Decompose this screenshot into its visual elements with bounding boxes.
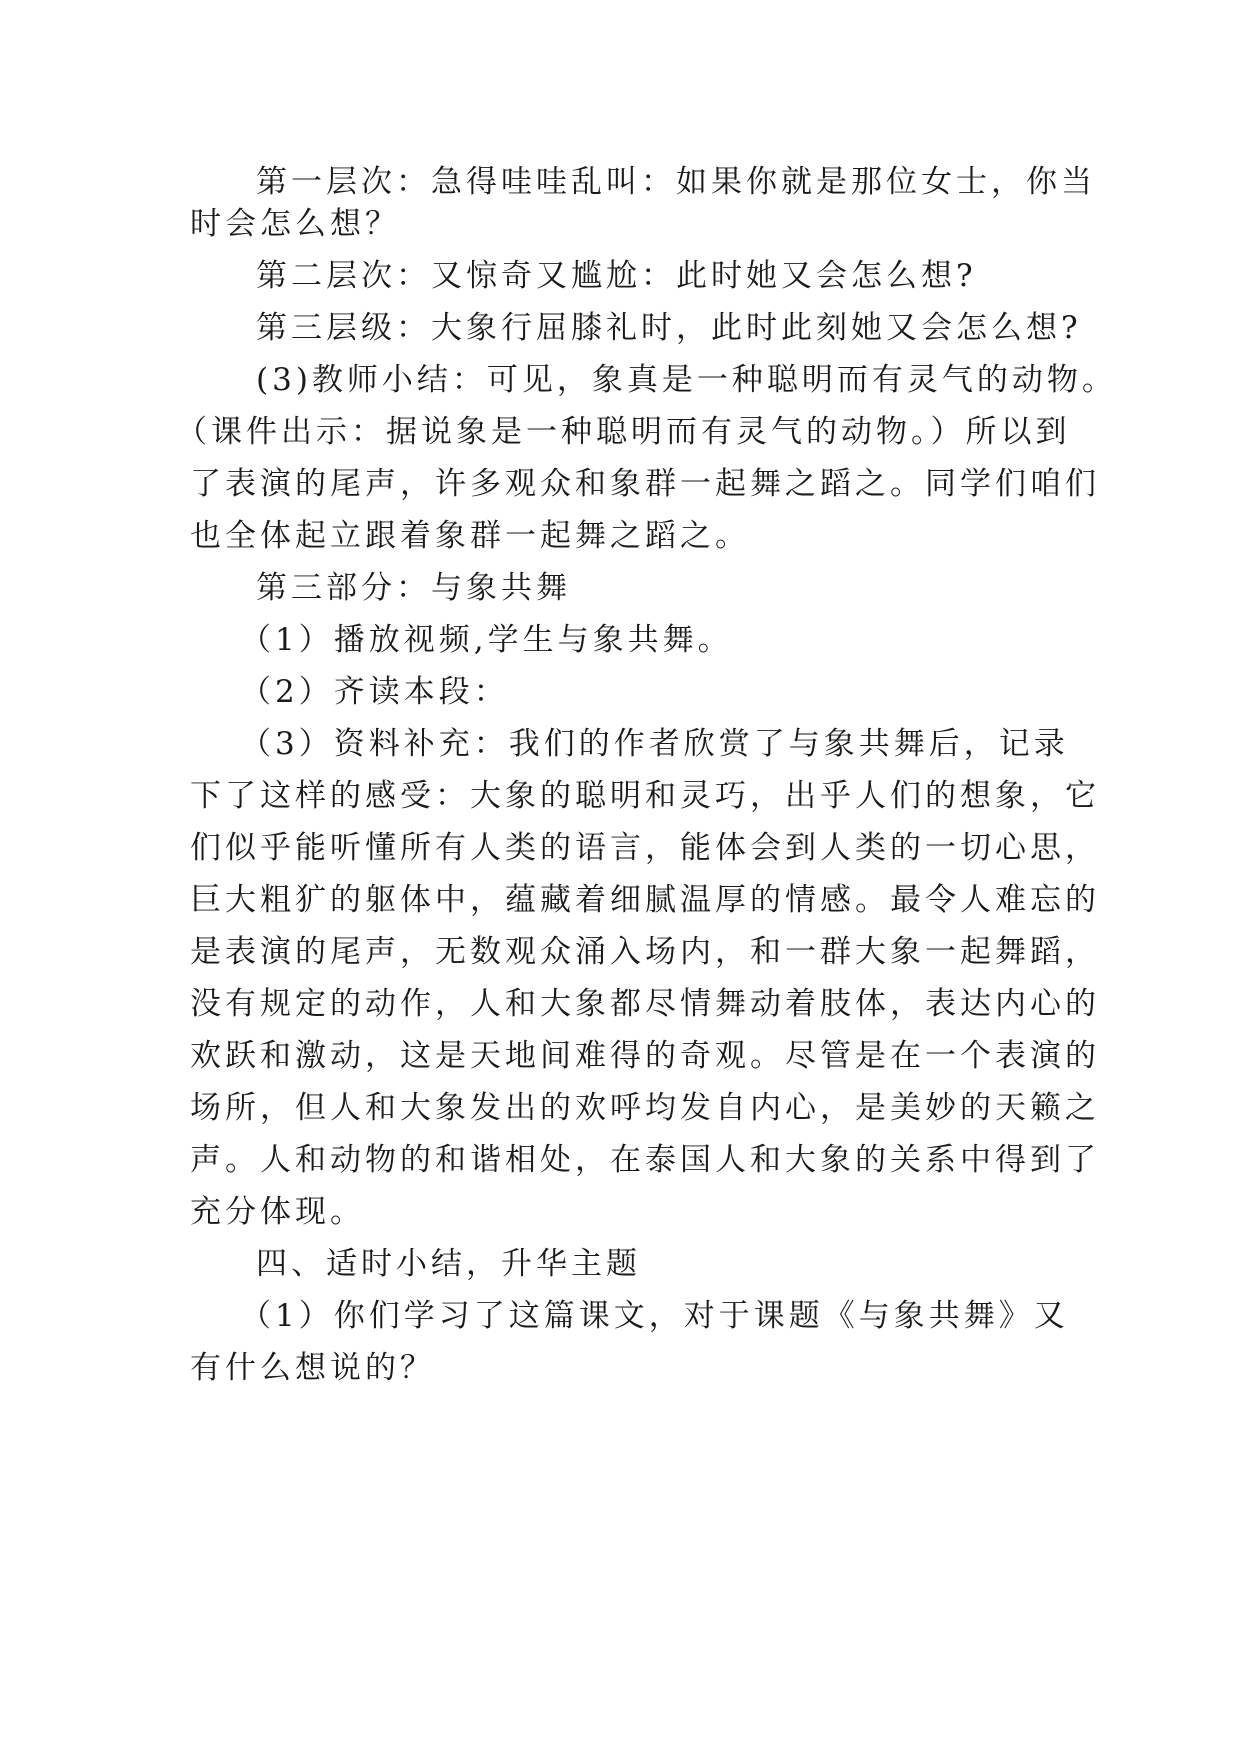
text-line: 充分体现。	[190, 1194, 365, 1230]
text-line: 第一层次：急得哇哇乱叫：如果你就是那位女士，你当	[256, 164, 1096, 200]
section-heading: 四、适时小结，升华主题	[256, 1246, 641, 1282]
section-heading: 第三部分：与象共舞	[256, 570, 571, 606]
text-line: 是表演的尾声，无数观众涌入场内，和一群大象一起舞蹈，	[190, 934, 1100, 970]
text-line: （1）播放视频,学生与象共舞。	[240, 622, 733, 658]
text-line: (3)教师小结：可见，象真是一种聪明而有灵气的动物。	[256, 362, 1117, 398]
text-line: 有什么想说的？	[190, 1350, 435, 1386]
text-line: 第二层次：又惊奇又尴尬：此时她又会怎么想?	[256, 258, 977, 294]
text-line: 巨大粗犷的躯体中，蕴藏着细腻温厚的情感。最令人难忘的	[190, 882, 1100, 918]
text-line: 没有规定的动作，人和大象都尽情舞动着肢体，表达内心的	[190, 986, 1100, 1022]
text-line: 了表演的尾声，许多观众和象群一起舞之蹈之。同学们咱们	[190, 466, 1100, 502]
text-line: 场所，但人和大象发出的欢呼均发自内心，是美妙的天籁之	[190, 1090, 1100, 1126]
text-line: 们似乎能听懂所有人类的语言，能体会到人类的一切心思，	[190, 830, 1100, 866]
text-line: （2）齐读本段：	[240, 674, 509, 710]
text-line: （课件出示：据说象是一种聪明而有灵气的动物。）所以到	[176, 414, 1071, 450]
text-line: （1）你们学习了这篇课文，对于课题《与象共舞》又	[240, 1298, 1069, 1334]
text-line: 声。人和动物的和谐相处，在泰国人和大象的关系中得到了	[190, 1142, 1100, 1178]
text-line: 下了这样的感受：大象的聪明和灵巧，出乎人们的想象，它	[190, 778, 1100, 814]
text-line: 第三层级：大象行屈膝礼时，此时此刻她又会怎么想?	[256, 310, 1082, 346]
text-line: （3）资料补充：我们的作者欣赏了与象共舞后，记录	[240, 726, 1069, 762]
text-line: 时会怎么想？	[190, 206, 400, 242]
text-line: 欢跃和激动，这是天地间难得的奇观。尽管是在一个表演的	[190, 1038, 1100, 1074]
text-line: 也全体起立跟着象群一起舞之蹈之。	[190, 518, 750, 554]
